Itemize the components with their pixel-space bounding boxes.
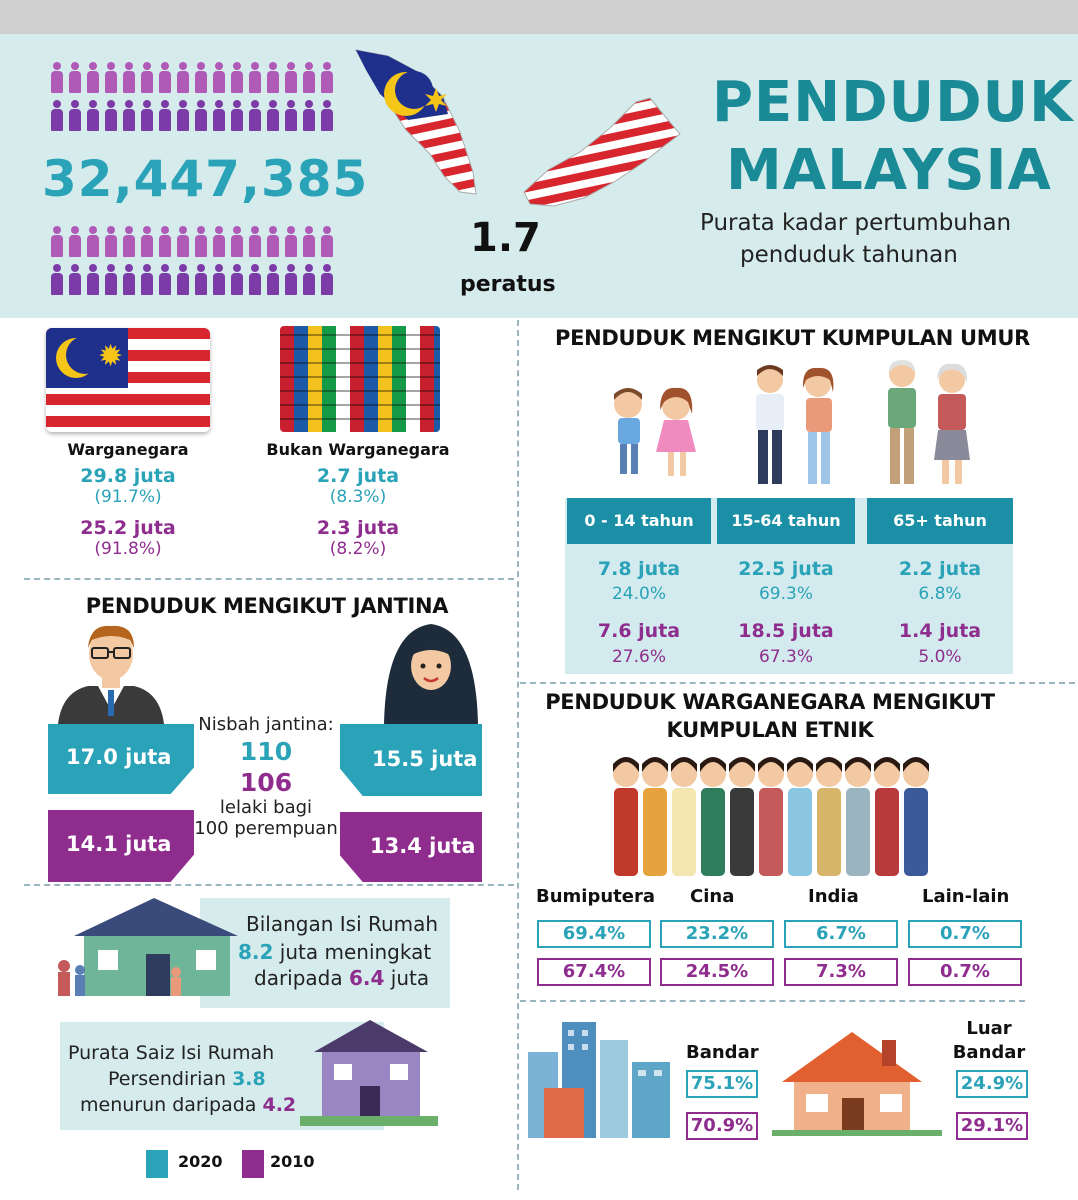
page-title-line2: MALAYSIA — [726, 138, 1052, 203]
person-icon — [320, 264, 334, 296]
legend-2010-swatch — [242, 1150, 264, 1178]
person-icon — [212, 100, 226, 132]
person-icon — [176, 100, 190, 132]
person-icon — [140, 100, 154, 132]
person-icon — [194, 226, 208, 258]
person-icon — [50, 100, 64, 132]
person-icon — [212, 264, 226, 296]
elderly-icon — [872, 356, 982, 490]
citizen-label: Warganegara — [67, 440, 189, 459]
woman-icon — [378, 620, 484, 724]
page-title-line1: PENDUDUK — [712, 70, 1074, 135]
ethnic-2020-value: 23.2% — [660, 920, 774, 948]
adults-icon — [740, 362, 850, 490]
households-2010: 6.4 — [349, 966, 385, 990]
person-icon — [104, 100, 118, 132]
noncitizen-2010-percent: (8.2%) — [329, 539, 387, 559]
person-icon — [284, 100, 298, 132]
person-icon — [158, 100, 172, 132]
citizen-2020-value: 29.8 juta — [80, 465, 176, 487]
growth-rate-unit: peratus — [460, 272, 556, 297]
households-line1: Bilangan Isi Rumah — [246, 912, 439, 936]
person-icon — [140, 226, 154, 258]
person-icon — [176, 62, 190, 94]
legend-2020-label: 2020 — [178, 1152, 223, 1171]
person-icon — [266, 100, 280, 132]
person-icon — [122, 100, 136, 132]
person-icon — [176, 226, 190, 258]
divider-right-1 — [520, 682, 1075, 684]
household-size-2010: 4.2 — [262, 1094, 297, 1116]
citizen-2010-percent: (91.8%) — [94, 539, 162, 559]
sex-ratio-note2: 100 perempuan — [194, 818, 338, 839]
female-2010-value: 13.4 juta — [370, 834, 476, 858]
divider-left-2 — [24, 884, 514, 886]
house-icon — [300, 1016, 438, 1130]
age-2010-percent: 5.0% — [918, 647, 962, 667]
households-mid-text: juta meningkat — [279, 940, 432, 964]
person-icon — [86, 264, 100, 296]
household-size-line2 — [108, 1068, 266, 1090]
noncitizen-2010-value: 2.3 juta — [316, 517, 400, 539]
ethnic-2020-value: 6.7% — [784, 920, 898, 948]
legend-2020-swatch — [146, 1150, 168, 1178]
person-icon — [86, 226, 100, 258]
age-2010-percent: 67.3% — [758, 647, 813, 667]
person-icon — [230, 264, 244, 296]
malaysia-flag-icon: ✹ — [46, 328, 210, 432]
person-icon — [68, 264, 82, 296]
person-icon — [302, 264, 316, 296]
citizen-2020-percent: (91.7%) — [94, 487, 162, 507]
person-icon — [194, 264, 208, 296]
age-group-header: 0 - 14 tahun — [567, 498, 711, 544]
growth-rate-value: 1.7 — [470, 215, 541, 261]
person-icon — [266, 264, 280, 296]
population-pictogram-top — [50, 62, 334, 132]
ethnic-title-line1: PENDUDUK WARGANEGARA MENGIKUT — [545, 690, 995, 714]
person-icon — [266, 62, 280, 94]
person-icon — [320, 62, 334, 94]
person-icon — [266, 226, 280, 258]
noncitizen-2020-value: 2.7 juta — [316, 465, 400, 487]
ethnic-groups-people-icon — [604, 748, 938, 884]
person-icon — [230, 62, 244, 94]
subtitle-line2: penduduk tahunan — [740, 242, 958, 268]
person-icon — [140, 62, 154, 94]
ethnic-2010-value: 7.3% — [784, 958, 898, 986]
households-2020: 8.2 — [238, 940, 274, 964]
world-flags-icon — [280, 326, 440, 432]
ethnic-title-line2: KUMPULAN ETNIK — [666, 718, 874, 742]
person-icon — [194, 100, 208, 132]
person-icon — [248, 100, 262, 132]
household-size-line3 — [80, 1094, 296, 1116]
man-icon — [58, 620, 164, 724]
citizen-block — [28, 440, 228, 559]
ethnic-2010-value: 0.7% — [908, 958, 1022, 986]
person-icon — [158, 62, 172, 94]
households-from-text: daripada — [254, 966, 343, 990]
person-icon — [320, 226, 334, 258]
sex-ratio-note1: lelaki bagi — [219, 797, 313, 818]
total-population: 32,447,385 — [42, 150, 369, 208]
sex-ratio-label: Nisbah jantina: — [198, 714, 334, 735]
children-icon — [598, 380, 708, 490]
person-icon — [230, 100, 244, 132]
households-line3 — [254, 966, 429, 990]
malaysia-map-flag-icon — [348, 42, 688, 212]
gender-section-title: PENDUDUK MENGIKUT JANTINA — [85, 594, 449, 618]
female-2020-value: 15.5 juta — [372, 747, 478, 771]
age-2020-value: 2.2 juta — [898, 558, 982, 580]
ethnic-label: Bumiputera — [536, 886, 655, 907]
divider-right-2 — [520, 1000, 1025, 1002]
vertical-divider — [517, 320, 519, 1190]
rural-house-icon — [772, 1022, 942, 1136]
ethnic-label: Lain-lain — [922, 886, 1010, 907]
person-icon — [158, 226, 172, 258]
household-size-private-text: Persendirian — [108, 1068, 227, 1090]
person-icon — [86, 62, 100, 94]
person-icon — [122, 226, 136, 258]
person-icon — [248, 226, 262, 258]
person-icon — [122, 264, 136, 296]
person-icon — [158, 264, 172, 296]
person-icon — [284, 226, 298, 258]
person-icon — [284, 62, 298, 94]
noncitizen-2020-percent: (8.3%) — [329, 487, 387, 507]
male-2020-value: 17.0 juta — [66, 745, 172, 769]
ethnic-2010-value: 24.5% — [660, 958, 774, 986]
ethnic-2020-value: 69.4% — [537, 920, 651, 948]
rural-label-line1: Luar — [966, 1018, 1012, 1039]
ethnic-label: Cina — [690, 886, 735, 907]
person-icon — [50, 264, 64, 296]
person-icon — [122, 62, 136, 94]
age-group-header: 15-64 tahun — [717, 498, 855, 544]
person-icon — [104, 62, 118, 94]
household-size-line1: Purata Saiz Isi Rumah — [68, 1042, 275, 1064]
person-icon — [68, 100, 82, 132]
city-buildings-icon — [524, 1016, 674, 1138]
person-icon — [176, 264, 190, 296]
person-icon — [212, 62, 226, 94]
subtitle-line1: Purata kadar pertumbuhan — [700, 210, 1012, 236]
noncitizen-block — [258, 440, 458, 559]
household-size-decrease-text: menurun daripada — [80, 1094, 257, 1116]
age-2020-percent: 6.8% — [918, 584, 962, 604]
person-icon — [230, 226, 244, 258]
age-2010-value: 7.6 juta — [597, 620, 681, 642]
person-icon — [104, 264, 118, 296]
sex-ratio-2020: 110 — [239, 737, 293, 766]
age-2010-value: 1.4 juta — [898, 620, 982, 642]
urban-label: Bandar — [686, 1042, 759, 1063]
person-icon — [140, 264, 154, 296]
person-icon — [68, 226, 82, 258]
rural-2010: 29.1% — [956, 1112, 1028, 1140]
person-icon — [302, 226, 316, 258]
person-icon — [104, 226, 118, 258]
rural-2020: 24.9% — [956, 1070, 1028, 1098]
top-bar — [0, 0, 1078, 34]
person-icon — [50, 62, 64, 94]
rural-label-line2: Bandar — [952, 1042, 1026, 1063]
person-icon — [86, 100, 100, 132]
ethnic-label: India — [808, 886, 859, 907]
person-icon — [302, 100, 316, 132]
ethnic-2020-value: 0.7% — [908, 920, 1022, 948]
citizen-2010-value: 25.2 juta — [80, 517, 176, 539]
household-size-2020: 3.8 — [232, 1068, 266, 1090]
person-icon — [212, 226, 226, 258]
legend-2010-label: 2010 — [270, 1152, 315, 1171]
person-icon — [320, 100, 334, 132]
urban-2010: 70.9% — [686, 1112, 758, 1140]
divider-left-1 — [24, 578, 514, 580]
noncitizen-label: Bukan Warganegara — [266, 440, 450, 459]
person-icon — [302, 62, 316, 94]
family-house-icon — [54, 894, 254, 1004]
person-icon — [68, 62, 82, 94]
age-2010-value: 18.5 juta — [738, 620, 834, 642]
person-icon — [248, 62, 262, 94]
sex-ratio-block — [186, 714, 346, 839]
population-pictogram-bottom — [50, 226, 334, 296]
urban-2020: 75.1% — [686, 1070, 758, 1098]
person-icon — [194, 62, 208, 94]
sex-ratio-2010: 106 — [239, 768, 293, 797]
age-2020-percent: 24.0% — [611, 584, 666, 604]
person-icon — [248, 264, 262, 296]
person-icon — [284, 264, 298, 296]
person-icon — [50, 226, 64, 258]
age-2020-value: 22.5 juta — [738, 558, 834, 580]
age-group-header: 65+ tahun — [867, 498, 1013, 544]
households-line2 — [238, 940, 431, 964]
age-2020-value: 7.8 juta — [597, 558, 681, 580]
households-unit-text: juta — [390, 966, 430, 990]
ethnic-2010-value: 67.4% — [537, 958, 651, 986]
age-2020-percent: 69.3% — [758, 584, 813, 604]
age-section-title: PENDUDUK MENGIKUT KUMPULAN UMUR — [554, 326, 1030, 350]
age-2010-percent: 27.6% — [611, 647, 666, 667]
male-2010-value: 14.1 juta — [66, 832, 172, 856]
